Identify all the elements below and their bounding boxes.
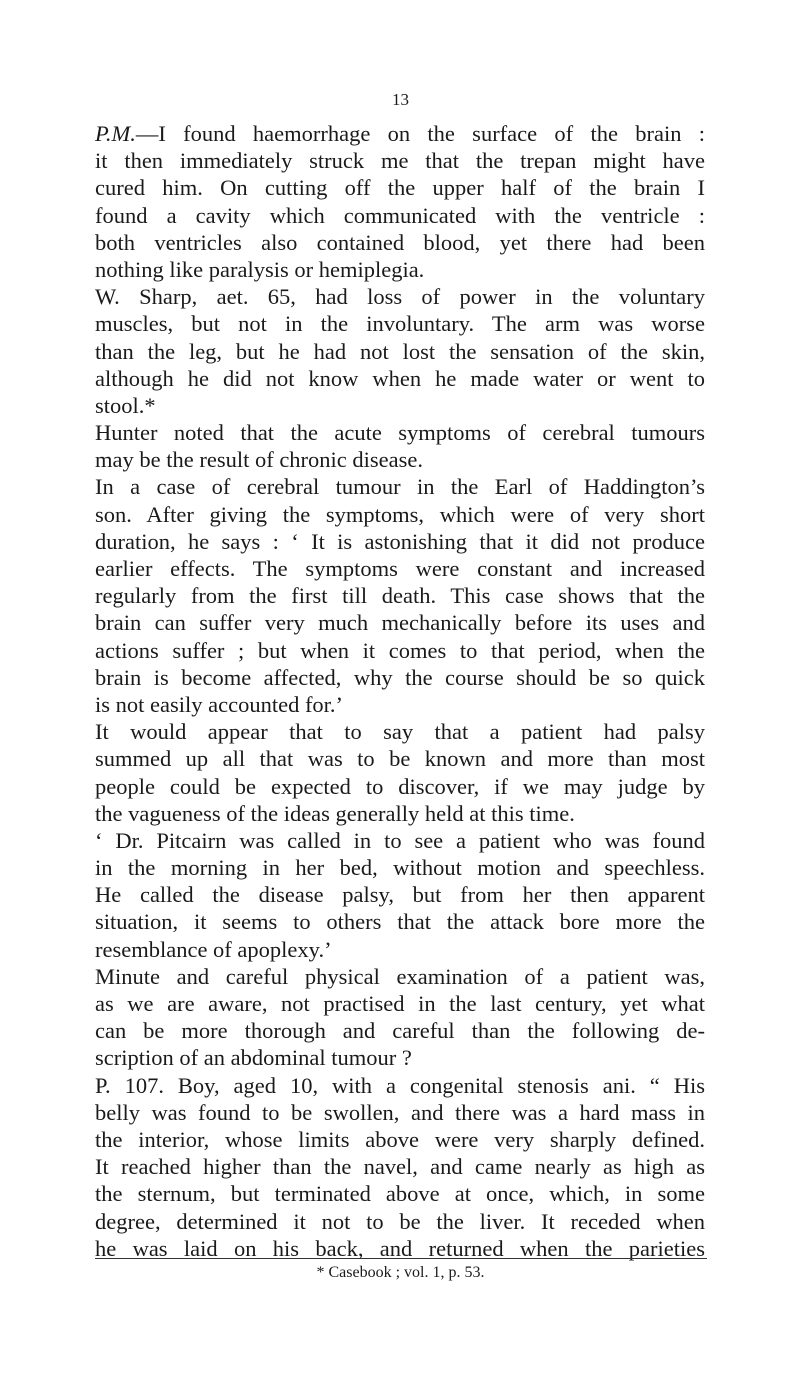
text-line [95,745,705,772]
text-line-content: both ventricles also contained blood, yet there had been [95,229,705,255]
text-line [95,1072,705,1099]
text-line [95,528,705,555]
page-number: 13 [392,90,409,109]
text-line [95,501,705,528]
text-line-content: duration, he says : ‘ It is astonishing that it did not produce [95,528,705,554]
text-line [95,1099,705,1126]
text-line [95,936,705,963]
text-line [95,473,705,500]
text-line [95,881,705,908]
footnote-rule [95,1258,707,1259]
text-line-content: earlier effects. The symptoms were constant and increased [95,556,705,581]
text-line-content: stool.* [95,392,156,418]
text-line-content: as we are aware, not practised in the last century, yet what [95,991,705,1016]
text-line-content: Hunter noted that the acute symptoms of cerebral tumours [95,420,705,446]
text-line-content: ‘ Dr. Pitcairn was called in to see a patient who was found [95,827,705,853]
text-line-content: brain is become affected, why the course should be so quick [95,664,705,690]
text-line [95,283,705,310]
text-line [95,229,705,256]
text-line-content: belly was found to be swollen, and there was a hard mass in [95,1099,705,1125]
text-line-content: cured him. On cutting off the upper half of the brain I [95,175,705,201]
text-line [95,1044,705,1071]
text-line-content: actions suffer ; but when it comes to that period, when the [95,637,705,663]
text-line-content: he was laid on his back, and returned when the parieties [95,1235,705,1261]
text-line-content: son. After giving the symptoms, which were of very short [95,501,705,527]
text-line-content: found a cavity which communicated with the ventricle : [95,202,705,228]
text-line-content: muscles, but not in the involuntary. The arm was worse [95,311,705,337]
text-line-content: people could be expected to discover, if we may judge by [95,773,705,799]
text-line [95,419,705,446]
text-line-content: He called the disease palsy, but from her then apparent [95,882,705,908]
text-line-content: the vagueness of the ideas generally held at this time. [95,800,575,826]
text-line-content: brain can suffer very much mechanically before its uses and [95,610,705,636]
text-line [95,338,705,365]
text-line-content: may be the result of chronic disease. [95,447,424,473]
text-line [95,963,705,990]
text-line-content: it then immediately struck me that the trepan might have [95,148,705,174]
text-line [95,609,705,636]
footnote: * Casebook ; vol. 1, p. 53. [316,1264,485,1281]
text-line-content: It reached higher than the navel, and came nearly as high as [95,1154,705,1180]
text-line [95,365,705,392]
text-line-content: than the leg, but he had not lost the sensation of the skin, [95,338,705,364]
text-line-content: Minute and careful physical examination of a patient was, [95,963,705,989]
text-line [95,800,705,827]
text-line-content: nothing like paralysis or hemiplegia. [95,256,425,282]
text-line-content: can be more thorough and careful than the following de- [95,1018,705,1044]
text-line [95,555,705,582]
text-line-content: is not easily accounted for.’ [95,691,344,717]
text-line-content: although he did not know when he made water or went to [95,365,705,391]
text-line-content: the interior, whose limits above were very sharply defined. [95,1126,705,1152]
text-line [95,1017,705,1044]
text-line [95,256,705,283]
text-line [95,446,705,473]
text-line-content: degree, determined it not to be the liver. It receded when [95,1208,705,1234]
text-line-content: the sternum, but terminated above at once, which, in some [95,1181,705,1207]
text-line [95,908,705,935]
text-line-content: regularly from the first till death. This case shows that the [95,583,705,609]
text-line [95,147,705,174]
text-line-content: resemblance of apoplexy.’ [95,936,332,962]
text-line-content: W. Sharp, aet. 65, had loss of power in the voluntary [95,284,705,310]
text-line [95,120,705,147]
text-line [95,392,705,419]
text-line-content: P. 107. Boy, aged 10, with a congenital stenosis ani. “ His [95,1072,705,1098]
text-line-content: summed up all that was to be known and more than most [95,746,705,772]
text-line [95,691,705,718]
text-line-content: It would appear that to say that a patient had palsy [95,719,705,745]
text-line [95,773,705,800]
text-line [95,310,705,337]
text-line [95,1126,705,1153]
text-line [95,1208,705,1235]
text-line-content: —I found haemorrhage on the surface of the brain : [135,121,705,146]
body-text [95,120,705,1262]
text-line [95,174,705,201]
text-line-content: in the morning in her bed, without motion and speechless. [95,855,705,881]
text-line-content: In a case of cerebral tumour in the Earl of Haddington’s [95,474,705,500]
text-line-content: scription of an abdominal tumour ? [95,1045,412,1071]
text-line [95,1180,705,1207]
text-line [95,202,705,229]
text-line [95,827,705,854]
text-line [95,582,705,609]
text-line [95,637,705,664]
text-line [95,990,705,1017]
post-mortem-abbrev: P.M. [95,121,136,146]
text-line [95,854,705,881]
text-line [95,1153,705,1180]
text-line [95,664,705,691]
text-line-content: situation, it seems to others that the attack bore more the [95,909,705,935]
text-line [95,718,705,745]
